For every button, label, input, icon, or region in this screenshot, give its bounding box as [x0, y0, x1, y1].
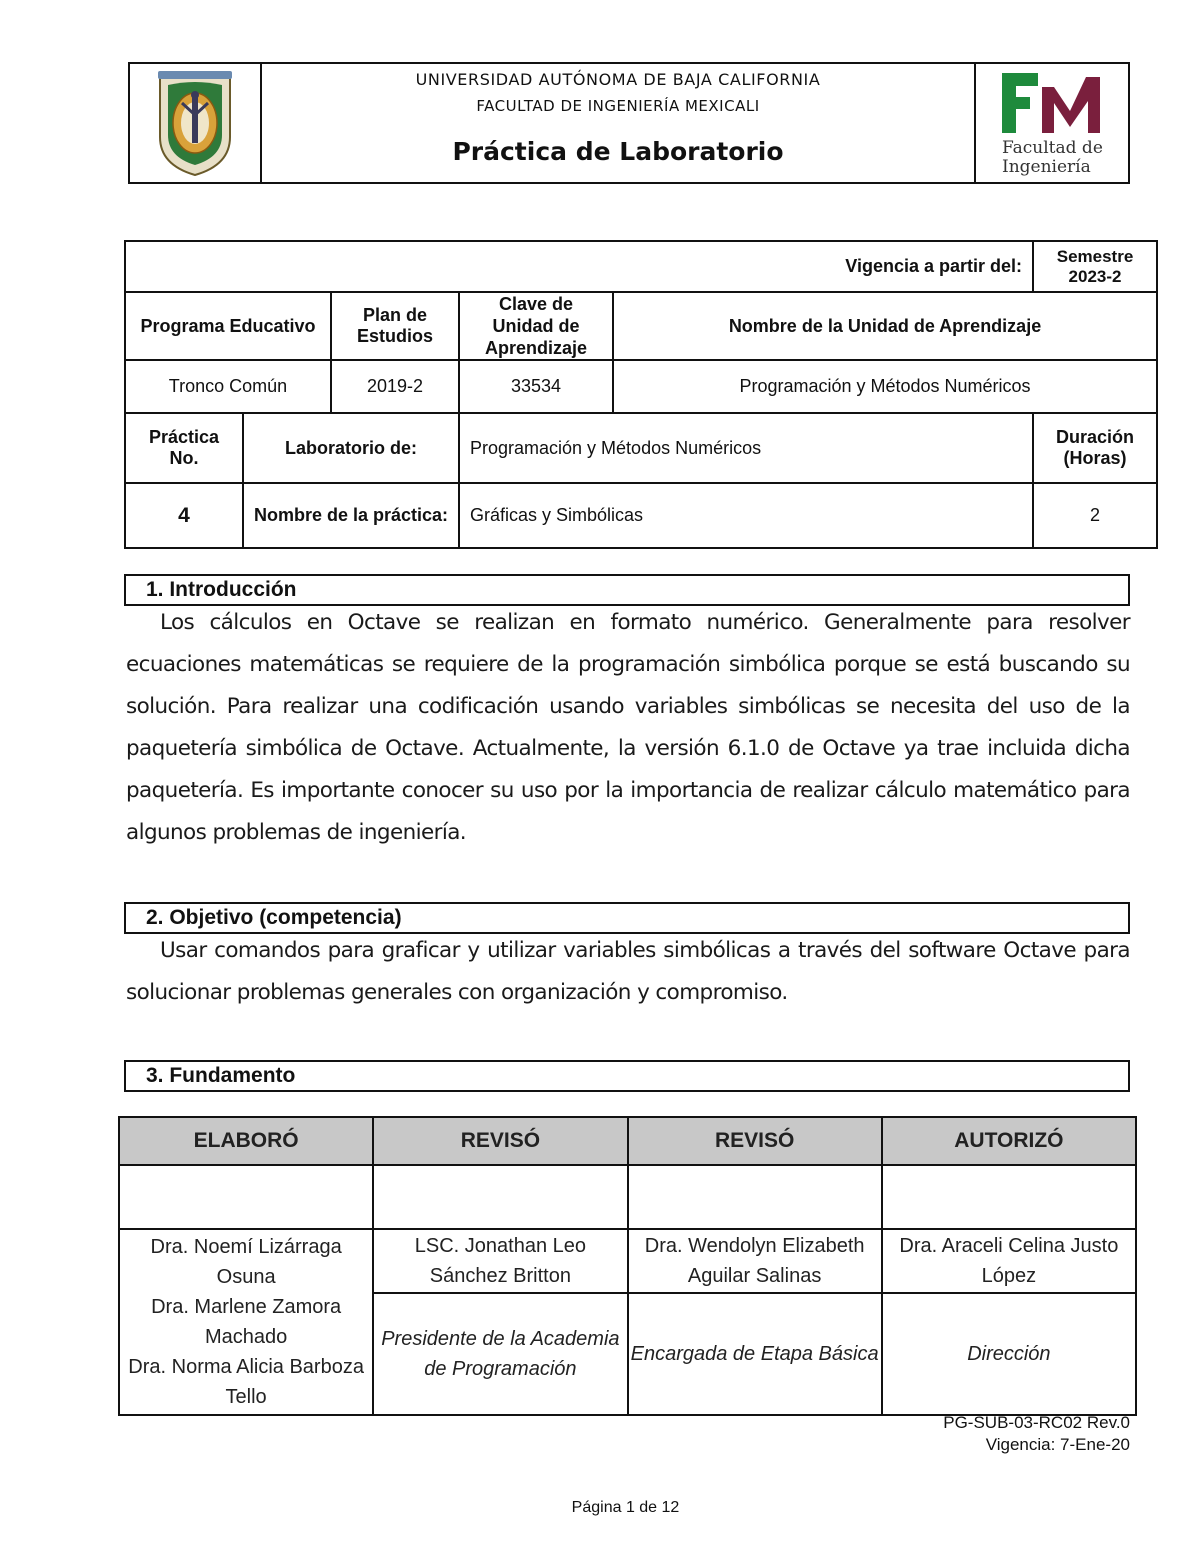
sig-header-autorizo: AUTORIZÓ [882, 1117, 1136, 1165]
document-header [128, 62, 1130, 184]
duracion-label: Duración (Horas) [1033, 413, 1157, 483]
fi-logo-text-2: Ingeniería [1002, 157, 1091, 177]
section-intro-title: 1. Introducción [124, 574, 1130, 606]
objetivo-paragraph: Usar comandos para graficar y utilizar variables simbólicas a través del software Octave para solucionar problemas generales con organización y compromiso. [126, 938, 1130, 1005]
document-title: Práctica de Laboratorio [452, 137, 784, 166]
duracion-value: 2 [1033, 483, 1157, 548]
document-code: PG-SUB-03-RC02 Rev.0 [943, 1413, 1130, 1432]
page-number: Página 1 de 12 [571, 1499, 680, 1516]
nombre-practica-value: Gráficas y Simbólicas [459, 483, 1033, 548]
document-code-block [943, 1412, 1130, 1456]
university-name: UNIVERSIDAD AUTÓNOMA DE BAJA CALIFORNIA [415, 70, 821, 89]
signature-blank-3 [628, 1165, 882, 1229]
reviso-2-name: Dra. Wendolyn Elizabeth Aguilar Salinas [628, 1229, 882, 1293]
vigencia-value: Semestre 2023-2 [1033, 241, 1157, 292]
col-programa-educativo: Programa Educativo [125, 292, 331, 360]
faculty-name: FACULTAD DE INGENIERÍA MEXICALI [476, 97, 760, 115]
vigencia-label: Vigencia a partir del: [125, 241, 1033, 292]
fi-logo-icon [998, 69, 1106, 177]
reviso-1-name: LSC. Jonathan Leo Sánchez Britton [373, 1229, 627, 1293]
col-clave-unidad: Clave de Unidad de Aprendizaje [459, 292, 613, 360]
fi-logo-cell [974, 64, 1128, 182]
autorizo-name: Dra. Araceli Celina Justo López [882, 1229, 1136, 1293]
intro-paragraph: Los cálculos en Octave se realizan en formato numérico. Generalmente para resolver ecuaciones matemáticas se requiere de la programación simbólica porque se está buscando su solución. Para realizar una codificación usando variables simbólicas se necesita del uso de la paquetería simbólica de Octave. Actualmente, la versión 6.1.0 de Octave ya trae incluida dicha paquetería. Es importante conocer su uso por la importancia de realizar cálculo matemático para algunos problemas de ingeniería. [126, 610, 1130, 845]
elaboro-name-3: Dra. Norma Alicia Barboza Tello [128, 1356, 364, 1408]
signature-blank-2 [373, 1165, 627, 1229]
sig-header-reviso-2: REVISÓ [628, 1117, 882, 1165]
section-objetivo-title: 2. Objetivo (competencia) [124, 902, 1130, 934]
document-vigencia: Vigencia: 7-Ene-20 [985, 1435, 1130, 1454]
section-intro-text [126, 602, 1130, 854]
plan-value: 2019-2 [331, 360, 459, 413]
uabc-shield-icon [154, 67, 236, 179]
section-fundamento-title: 3. Fundamento [124, 1060, 1130, 1092]
laboratorio-value: Programación y Métodos Numéricos [459, 413, 1033, 483]
clave-value: 33534 [459, 360, 613, 413]
nombre-practica-label: Nombre de la práctica: [243, 483, 459, 548]
elaboro-name-2: Dra. Marlene Zamora Machado [151, 1296, 342, 1348]
elaboro-name-1: Dra. Noemí Lizárraga Osuna [150, 1236, 342, 1288]
signature-blank-4 [882, 1165, 1136, 1229]
header-titles [262, 64, 974, 182]
signature-blank-1 [119, 1165, 373, 1229]
sig-header-elaboro: ELABORÓ [119, 1117, 373, 1165]
reviso-1-role: Presidente de la Academia de Programación [373, 1293, 627, 1415]
programa-value: Tronco Común [125, 360, 331, 413]
autorizo-role: Dirección [882, 1293, 1136, 1415]
laboratorio-label: Laboratorio de: [243, 413, 459, 483]
col-plan-estudios: Plan de Estudios [331, 292, 459, 360]
signatures-table [118, 1116, 1137, 1416]
fi-logo-text-1: Facultad de [1002, 138, 1103, 158]
uabc-logo-cell [130, 64, 262, 182]
nombre-unidad-value: Programación y Métodos Numéricos [613, 360, 1157, 413]
col-nombre-unidad: Nombre de la Unidad de Aprendizaje [613, 292, 1157, 360]
practica-no-value: 4 [125, 483, 243, 548]
section-objetivo-text [126, 930, 1130, 1014]
reviso-2-role: Encargada de Etapa Básica [628, 1293, 882, 1415]
sig-header-reviso-1: REVISÓ [373, 1117, 627, 1165]
practica-no-label: Práctica No. [125, 413, 243, 483]
course-info-table [124, 240, 1158, 549]
elaboro-names [119, 1229, 373, 1415]
